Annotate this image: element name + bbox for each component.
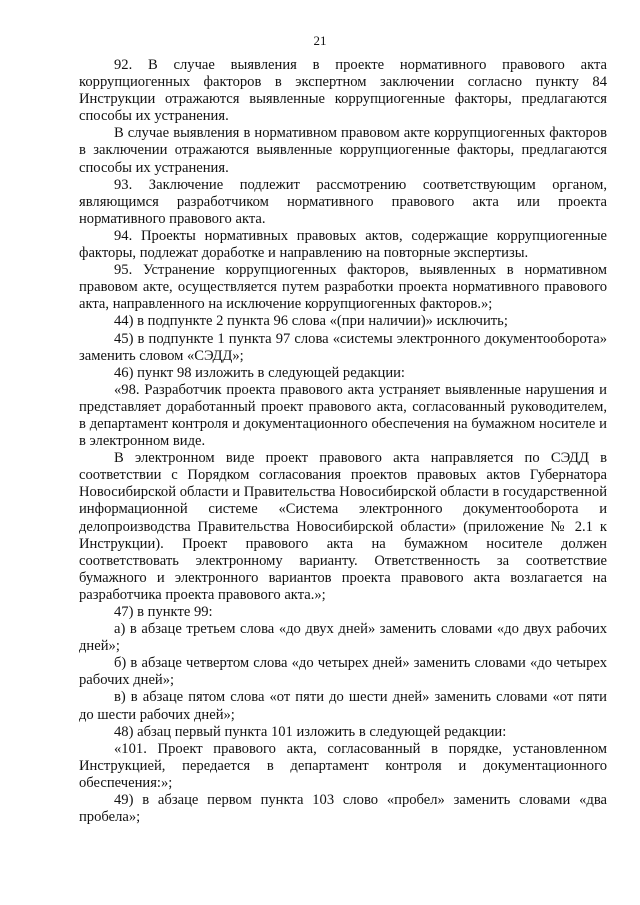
amendment-48: 48) абзац первый пункта 101 изложить в следующей редакции: bbox=[114, 723, 507, 740]
paragraph-94: 94. Проекты нормативных правовых актов, содержащие коррупциогенные факторы, подлежат доработке и направлению на повторные экспертизы. bbox=[79, 227, 607, 262]
paragraph-92: 92. В случае выявления в проекте нормативного правового акта коррупциогенных факторов в экспертном заключении согласно пункту 84 Инструкции отражаются выявленные коррупциогенные факторы, предлагаются способы их устранения. bbox=[79, 57, 607, 125]
paragraph-93: 93. Заключение подлежит рассмотрению соответствующим органом, являющимся разработчиком нормативного правового акта или проекта нормативного правового акта. bbox=[79, 176, 607, 227]
page-number: 21 bbox=[313, 33, 327, 48]
amendment-46: 46) пункт 98 изложить в следующей редакции: bbox=[114, 364, 405, 381]
paragraph-98: «98. Разработчик проекта правового акта устраняет выявленные нарушения и представляет доработанный проект правового акта, согласованный руководителем, в департамент контроля и документационного обеспечения на бумажном носителе и в электронном виде. bbox=[79, 381, 607, 450]
paragraph-98-part2: В электронном виде проект правового акта направляется по СЭДД в соответствии с Порядком согласования проектов правовых актов Губернатора Новосибирской области и Правительства Новосибирской области в государственной информационной системе «Система электронного документооборота и делопроизводства Правительства Новосибирской области» (приложение № 2.1 к Инструкции). Проект правового акта на бумажном носителе должен соответствовать электронному варианту. Ответственность за соответствие бумажного и электронного вариантов проекта правового акта возлагается на разработчика проекта правового акта.»; bbox=[79, 450, 607, 603]
amendment-44: 44) в подпункте 2 пункта 96 слова «(при наличии)» исключить; bbox=[114, 313, 508, 330]
amendment-47-c: в) в абзаце пятом слова «от пяти до шести дней» заменить словами «от пяти до шести рабочих дней»; bbox=[79, 689, 607, 723]
paragraph-101: «101. Проект правового акта, согласованный в порядке, установленном Инструкцией, передается в департамент контроля и документационного обеспечения:»; bbox=[79, 740, 607, 791]
amendment-45: 45) в подпункте 1 пункта 97 слова «системы электронного документооборота» заменить словом «СЭДД»; bbox=[79, 330, 607, 364]
paragraph-95: 95. Устранение коррупциогенных факторов, выявленных в нормативном правовом акте, осуществляется путем разработки проекта нормативного правового акта, направленного на исключение коррупциогенных факторов.»; bbox=[79, 262, 607, 313]
amendment-47-b: б) в абзаце четвертом слова «до четырех дней» заменить словами «до четырех рабочих дней»; bbox=[79, 655, 607, 689]
amendment-49: 49) в абзаце первом пункта 103 слово «пробел» заменить словами «два пробела»; bbox=[79, 792, 607, 826]
document-body bbox=[79, 57, 607, 826]
paragraph-92-part2: В случае выявления в нормативном правовом акте коррупциогенных факторов в заключении отражаются выявленные коррупциогенные факторы, предлагаются способы их устранения. bbox=[79, 125, 607, 176]
amendment-47: 47) в пункте 99: bbox=[114, 604, 213, 620]
amendment-47-a: а) в абзаце третьем слова «до двух дней» заменить словами «до двух рабочих дней»; bbox=[79, 621, 607, 655]
